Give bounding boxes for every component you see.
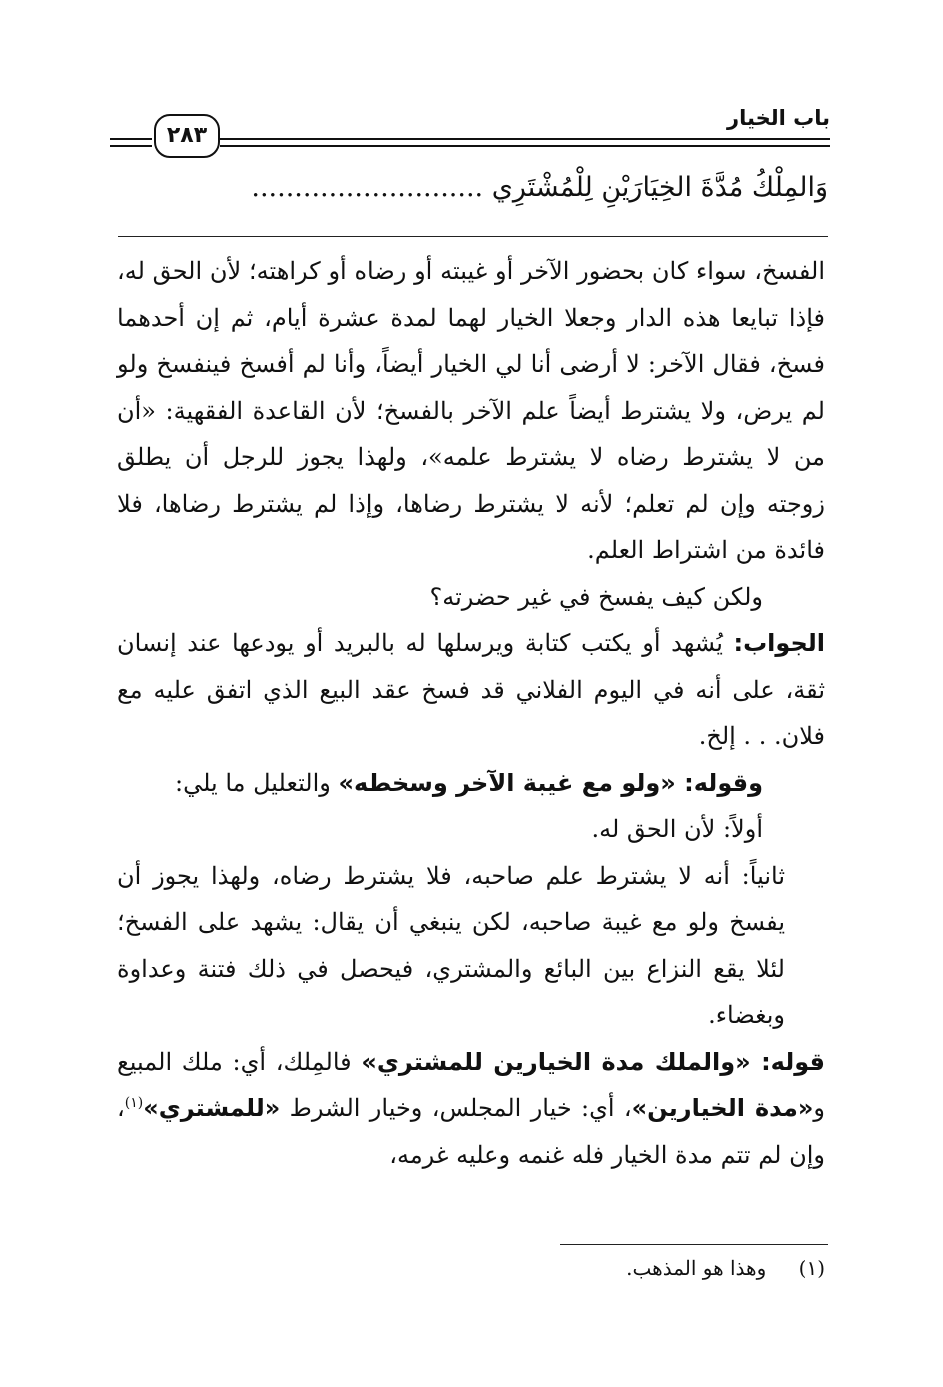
paragraph-1: الفسخ، سواء كان بحضور الآخر أو غيبته أو رضاه أو كراهته؛ لأن الحق له، فإذا تبايعا هذه الدار وجعلا الخيار لهما لمدة عشرة أيام، ثم إن أحدهما فسخ، فقال الآخر: لا أرضى أنا لي الخيار أيضاً، وأنا لم أفسخ فينفسخ ولو لم يرض، ولا يشترط أيضاً علم الآخر بالفسخ؛ لأن القاعدة الفقهية: «أن من لا يشترط رضاه لا يشترط علمه»، ولهذا يجوز للرجل أن يطلق زوجته وإن لم تعلم؛ لأنه لا يشترط رضاها، وإذا لم يشترط رضاها، فلا فائدة من اشتراط العلم.: [117, 257, 825, 564]
matn-divider: [118, 236, 828, 237]
answer-label: الجواب:: [733, 629, 825, 657]
matn-heading: [118, 172, 828, 203]
quote-label: وقوله: «ولو مع غيبة الآخر وسخطه»: [338, 768, 763, 797]
paragraph-7: [117, 1039, 825, 1179]
footnote-number: (١): [798, 1256, 825, 1280]
paragraph-5: أولاً: لأن الحق له.: [591, 815, 763, 843]
quote-text: والتعليل ما يلي:: [174, 768, 339, 797]
commentary-body: [117, 248, 825, 1178]
chapter-title: باب الخيار: [727, 106, 830, 130]
paragraph-3: [117, 620, 825, 760]
matn-text: وَالمِلْكُ مُدَّةَ الخِيَارَيْنِ لِلْمُشْتَرِي: [491, 172, 828, 203]
matn-quote-label: قوله: «والملك مدة الخيارين للمشتري»: [361, 1047, 825, 1076]
footnote-divider: [560, 1244, 828, 1245]
matn-quote-bold-2: «مدة الخيارين»: [631, 1094, 814, 1122]
header-rule-right: [220, 138, 830, 147]
paragraph-6: ثانياً: أنه لا يشترط علم صاحبه، فلا يشترط رضاه، ولهذا يجوز أن يفسخ ولو مع غيبة صاحبه، لكن ينبغي أن يقال: يشهد على الفسخ؛ لئلا يقع النزاع بين البائع والمشتري، فيحصل في ذلك فتنة وعداوة وبغضاء.: [117, 861, 785, 1029]
header-rule-left: [110, 138, 152, 147]
paragraph-2: ولكن كيف يفسخ في غير حضرته؟: [429, 582, 763, 611]
page-number: ٢٨٣: [154, 114, 220, 158]
footnote: [626, 1256, 825, 1280]
footnote-text: وهذا هو المذهب.: [626, 1256, 767, 1280]
matn-quote-bold-3: «للمشتري»: [143, 1094, 281, 1122]
page-header: [110, 100, 830, 170]
footnote-ref[interactable]: (١): [124, 1095, 144, 1111]
paragraph-4: [117, 760, 825, 807]
matn-quote-text-2: ، أي: خيار المجلس، وخيار الشرط: [280, 1094, 632, 1122]
matn-quote-text-3: ، وإن لم تتم مدة الخيار فله غنمه وعليه غرمه،: [117, 1094, 825, 1169]
answer-text: يُشهد أو يكتب كتابة ويرسلها له بالبريد أو يودعها عند إنسان ثقة، على أنه في اليوم الفلاني قد فسخ عقد البيع الذي اتفق عليه مع فلان. . . إلخ.: [117, 629, 825, 750]
matn-dots: ...........................: [251, 172, 484, 203]
matn-quote-text-1: فالمِلك، أي: ملك المبيع و: [117, 1047, 825, 1122]
